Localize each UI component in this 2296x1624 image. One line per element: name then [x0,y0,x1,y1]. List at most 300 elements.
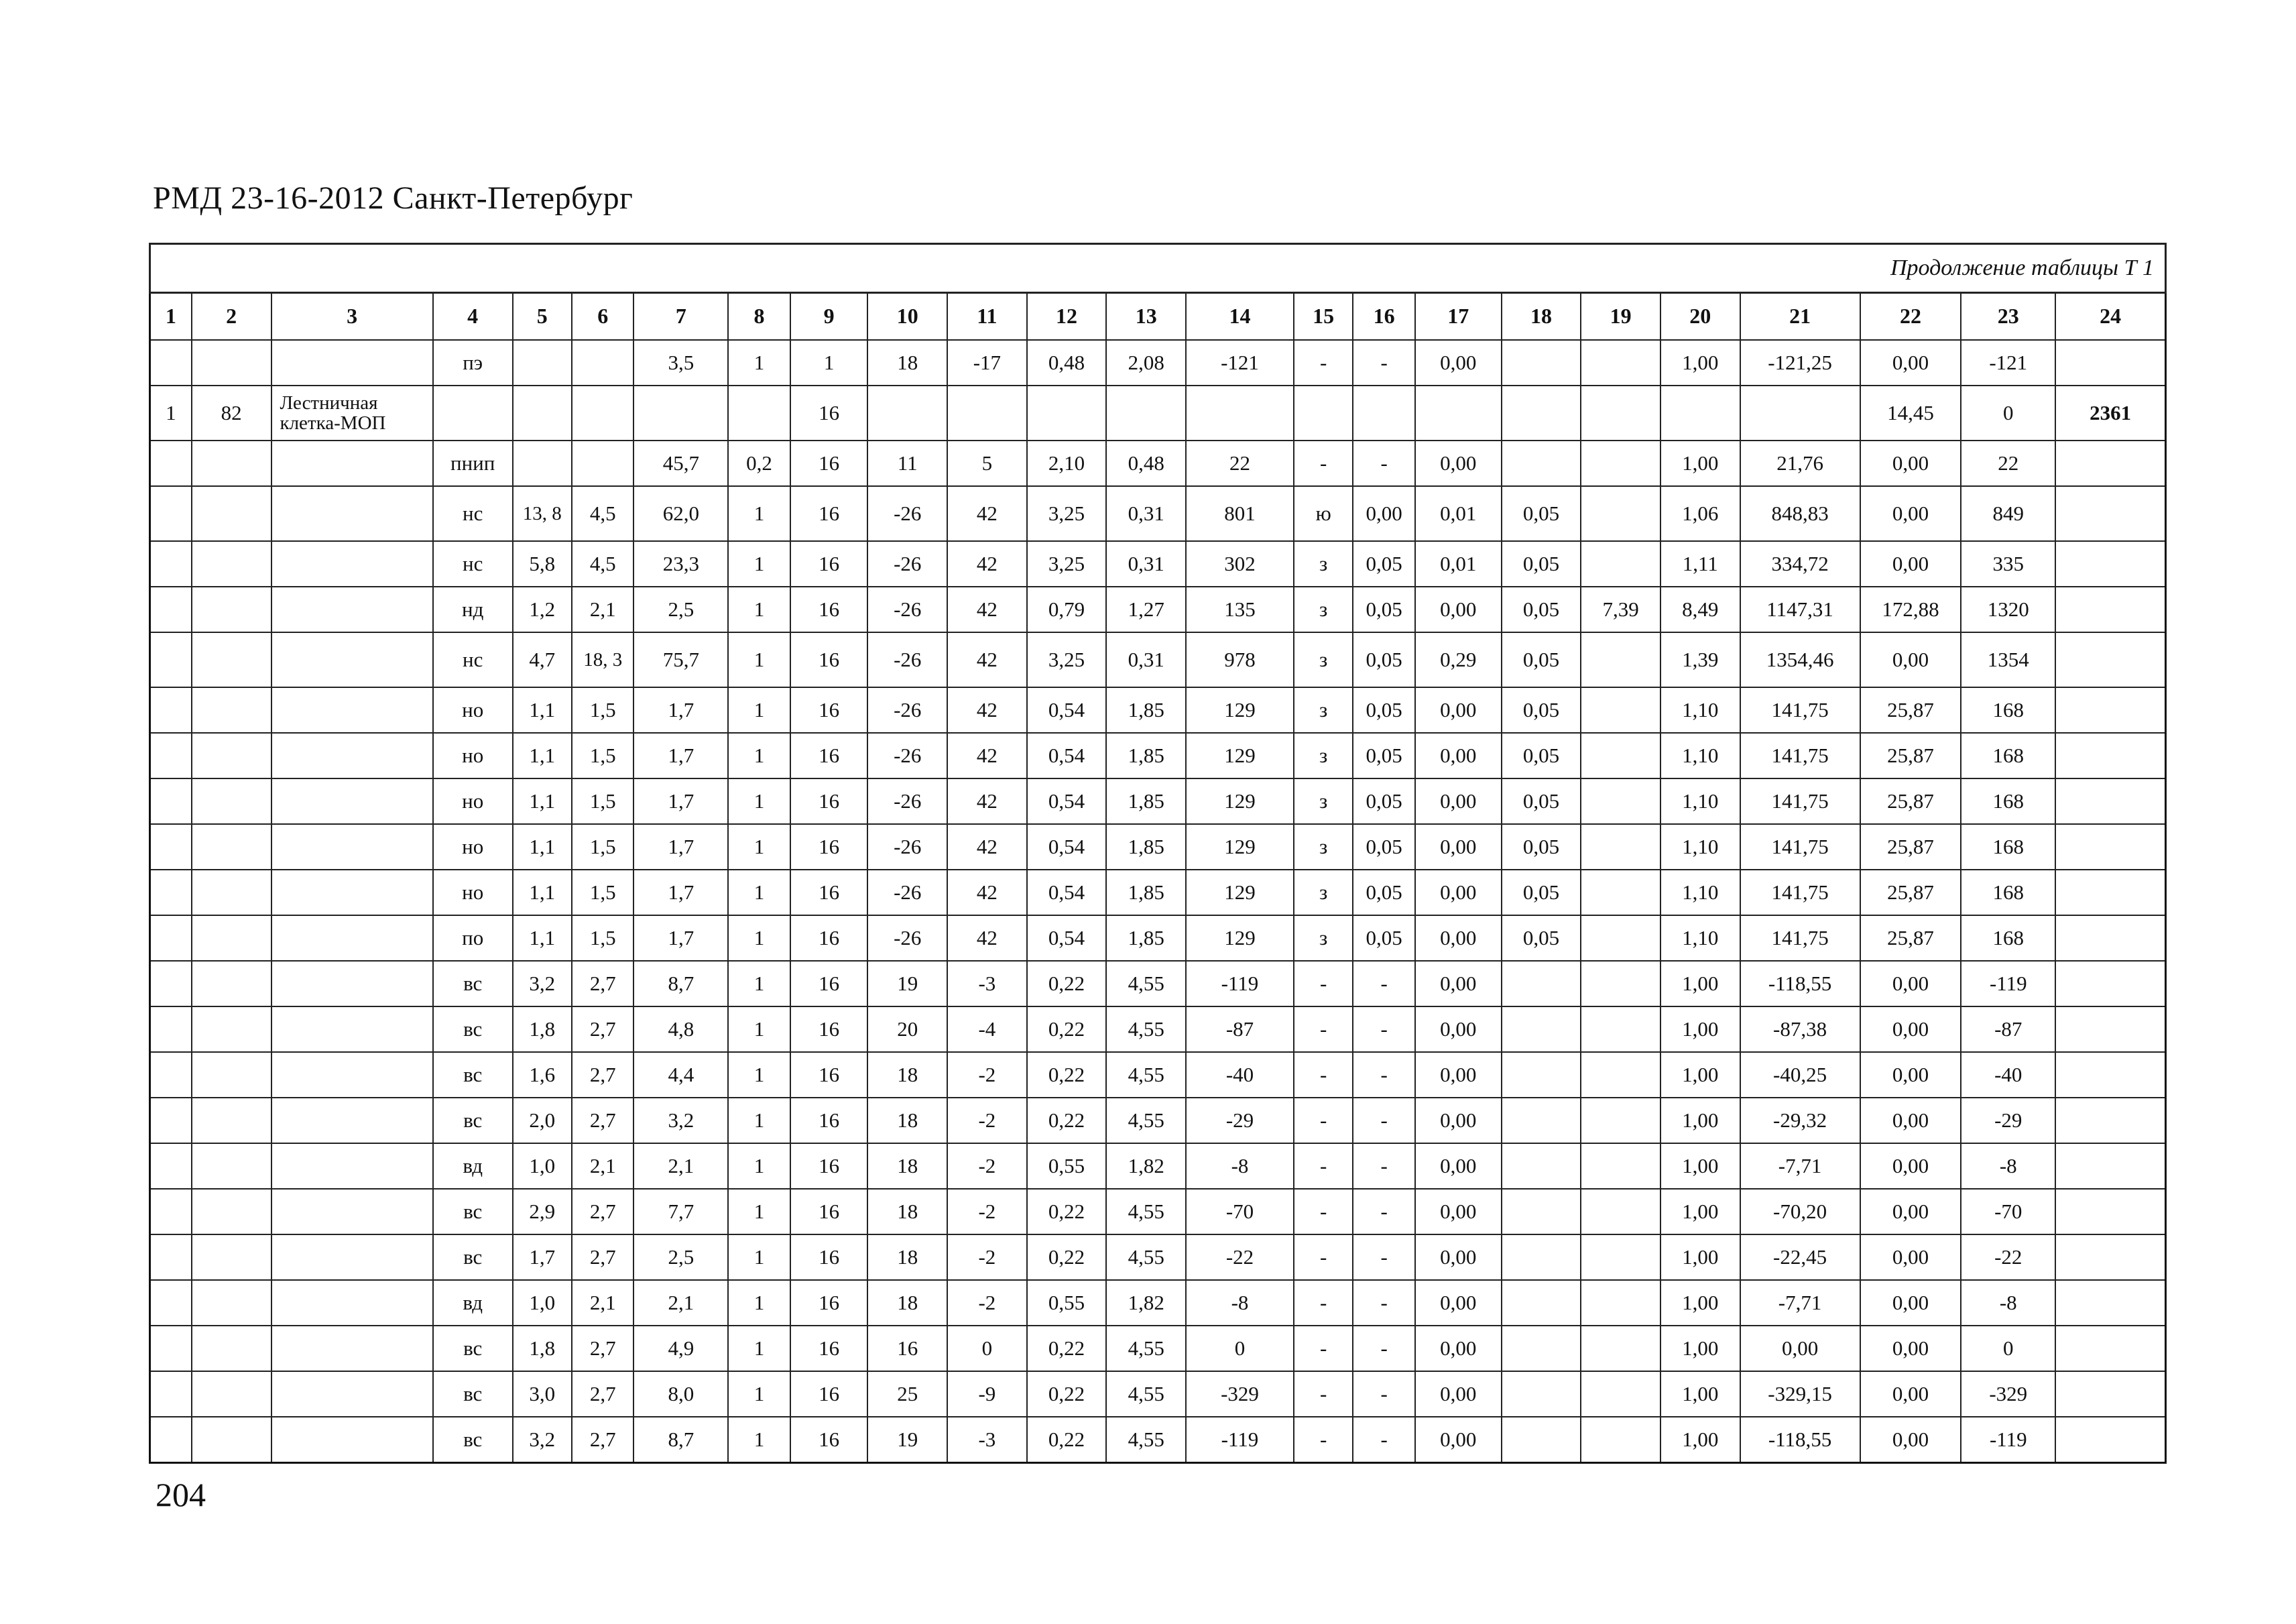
table-cell: 16 [790,1006,868,1052]
table-cell [271,961,433,1006]
table-cell: 18 [867,1052,947,1098]
table-cell: 0,22 [1027,1371,1107,1417]
table-cell [2055,1280,2165,1326]
table-cell: 16 [790,824,868,870]
table-cell: 42 [947,632,1027,687]
table-cell: 1,7 [633,687,728,733]
table-cell: 0,05 [1353,733,1415,778]
table-cell: 168 [1961,824,2055,870]
table-cell: 62,0 [633,486,728,541]
table-cell: 0,05 [1353,915,1415,961]
table-cell [1027,386,1107,441]
table-cell: нс [433,541,513,587]
table-cell [1740,386,1860,441]
table-cell: -87 [1961,1006,2055,1052]
table-cell: 978 [1186,632,1294,687]
table-cell: 0,54 [1027,687,1107,733]
table-cell: 0,05 [1502,687,1581,733]
table-cell: -2 [947,1052,1027,1098]
table-cell: - [1353,1006,1415,1052]
table-cell: 2,7 [572,1417,634,1463]
table-cell: 1,00 [1660,1280,1740,1326]
table-cell: 1 [728,1371,790,1417]
table-cell: -22,45 [1740,1234,1860,1280]
table-cell: 25,87 [1860,915,1961,961]
table-cell: - [1353,1326,1415,1371]
table-cell [1353,386,1415,441]
table-cell: 0,05 [1502,587,1581,632]
table-cell: -40 [1186,1052,1294,1098]
table-cell: 18, 3 [572,632,634,687]
table-cell: 0 [1961,1326,2055,1371]
table-cell: 2,1 [572,587,634,632]
table-cell: 0,05 [1502,824,1581,870]
table-cell [150,1052,192,1098]
table-cell: но [433,870,513,915]
table-cell [150,733,192,778]
table-cell: 16 [790,1280,868,1326]
table-cell: 0,00 [1860,632,1961,687]
table-cell: -329 [1186,1371,1294,1417]
table-cell: нс [433,486,513,541]
table-cell: -26 [867,541,947,587]
table-cell: 2,7 [572,961,634,1006]
table-cell [271,1234,433,1280]
table-cell [150,1371,192,1417]
table-cell: 0,00 [1415,824,1502,870]
table-cell: 0,00 [1860,1006,1961,1052]
table-cell: 0,00 [1415,915,1502,961]
table-cell [150,1326,192,1371]
table-cell: - [1294,1098,1353,1143]
table-cell: 0,22 [1027,1189,1107,1234]
table-cell: 129 [1186,687,1294,733]
table-cell: но [433,733,513,778]
table-cell: -3 [947,961,1027,1006]
table-cell [2055,1006,2165,1052]
table-cell: 21,76 [1740,441,1860,486]
table-cell [1581,778,1660,824]
table-cell: - [1294,1326,1353,1371]
table-cell: - [1353,1098,1415,1143]
table-cell: 0,22 [1027,1006,1107,1052]
table-cell: - [1294,1417,1353,1463]
table-cell [1581,386,1660,441]
table-cell: 16 [790,1417,868,1463]
table-cell [2055,1417,2165,1463]
table-cell: 0,00 [1415,1006,1502,1052]
table-cell: -4 [947,1006,1027,1052]
table-cell: 1,85 [1106,870,1186,915]
table-cell: 1320 [1961,587,2055,632]
table-cell: - [1294,1052,1353,1098]
table-cell: 2,5 [633,1234,728,1280]
table-cell: - [1353,1234,1415,1280]
table-cell: -119 [1961,1417,2055,1463]
table-cell: 16 [790,1098,868,1143]
table-cell: -40,25 [1740,1052,1860,1098]
table-cell: 3,25 [1027,541,1107,587]
table-cell: 1 [728,1234,790,1280]
table-cell [1294,386,1353,441]
table-row [150,824,2166,870]
table-cell: з [1294,587,1353,632]
table-cell: 1 [728,870,790,915]
table-cell: 1354 [1961,632,2055,687]
table-cell: 2,7 [572,1326,634,1371]
table-cell: 1,1 [513,687,572,733]
table-cell [1502,1371,1581,1417]
table-cell: 2,1 [572,1280,634,1326]
table-cell [192,870,271,915]
table-cell: 2,7 [572,1052,634,1098]
table-cell: 0,00 [1415,1371,1502,1417]
column-header: 2 [192,293,271,341]
table-cell: 8,7 [633,1417,728,1463]
table-cell: вс [433,1326,513,1371]
table-row [150,340,2166,386]
table-cell: - [1294,1371,1353,1417]
table-cell: 1,00 [1660,441,1740,486]
table-cell: -119 [1961,961,2055,1006]
table-cell [192,733,271,778]
table-cell: 7,39 [1581,587,1660,632]
table-cell [192,1052,271,1098]
table-cell: - [1353,1417,1415,1463]
table-cell: 22 [1186,441,1294,486]
table-cell: 0,55 [1027,1280,1107,1326]
table-cell: 1,1 [513,733,572,778]
table-cell: 1 [150,386,192,441]
table-cell [192,541,271,587]
table-cell: 0,00 [1415,1234,1502,1280]
table-cell: 1 [728,1280,790,1326]
table-cell: 0,00 [1415,778,1502,824]
table-cell: 0,00 [1353,486,1415,541]
table-cell: 1 [728,632,790,687]
table-cell: 1,5 [572,687,634,733]
table-cell [2055,1326,2165,1371]
table-cell: 16 [790,870,868,915]
table-cell [150,486,192,541]
table-cell [1581,1143,1660,1189]
table-cell: 18 [867,340,947,386]
table-cell: 8,49 [1660,587,1740,632]
table-cell: по [433,915,513,961]
table-cell: - [1353,1143,1415,1189]
table-cell: 11 [867,441,947,486]
table-cell: 0,00 [1860,1326,1961,1371]
table-cell: 4,55 [1106,1417,1186,1463]
table-cell: вс [433,1189,513,1234]
table-cell: - [1353,1052,1415,1098]
table-cell [192,824,271,870]
table-cell: 2,7 [572,1098,634,1143]
table-row [150,386,2166,441]
table-cell [513,386,572,441]
table-cell: 8,7 [633,961,728,1006]
table-cell [150,870,192,915]
table-cell: 3,5 [633,340,728,386]
table-cell: 23,3 [633,541,728,587]
table-cell: 0,00 [1860,1189,1961,1234]
table-cell: 42 [947,915,1027,961]
table-row [150,1052,2166,1098]
table-cell: 0,31 [1106,486,1186,541]
table-cell: 16 [790,687,868,733]
table-cell [2055,1143,2165,1189]
column-header: 6 [572,293,634,341]
table-cell [1581,1098,1660,1143]
table-cell [271,1326,433,1371]
table-cell: 5 [947,441,1027,486]
table-cell: 0,54 [1027,824,1107,870]
table-cell: 4,55 [1106,1371,1186,1417]
table-cell [150,1006,192,1052]
table-cell: 2,7 [572,1189,634,1234]
table-cell [1581,541,1660,587]
table-cell: 0,01 [1415,486,1502,541]
table-cell: 0,00 [1415,1098,1502,1143]
table-cell: -26 [867,733,947,778]
table-cell: 4,5 [572,486,634,541]
table-cell: 0,00 [1415,1052,1502,1098]
table-cell: - [1353,1371,1415,1417]
table-cell: 801 [1186,486,1294,541]
table-cell: -26 [867,632,947,687]
table-cell: 1,1 [513,778,572,824]
table-cell: 0,00 [1860,1280,1961,1326]
table-cell: нс [433,632,513,687]
table-cell: 168 [1961,915,2055,961]
table-cell: - [1353,961,1415,1006]
column-header: 4 [433,293,513,341]
table-cell [271,1052,433,1098]
table-cell: -29 [1961,1098,2055,1143]
table-cell: 1 [728,486,790,541]
table-cell: 1 [790,340,868,386]
table-cell: 1 [728,915,790,961]
table-cell: 129 [1186,824,1294,870]
table-cell: 42 [947,733,1027,778]
table-cell [150,632,192,687]
table-cell: 1,00 [1660,1143,1740,1189]
table-cell: 5,8 [513,541,572,587]
table-cell: -87 [1186,1006,1294,1052]
table-cell [271,1098,433,1143]
table-cell: - [1353,1280,1415,1326]
table-cell [192,486,271,541]
table-cell [1186,386,1294,441]
table-row [150,1098,2166,1143]
table-cell: 82 [192,386,271,441]
table-cell [1502,1006,1581,1052]
table-cell: 1 [728,340,790,386]
column-header: 8 [728,293,790,341]
table-cell [150,541,192,587]
table-cell: 1 [728,778,790,824]
table-cell: -121,25 [1740,340,1860,386]
table-cell: 0,05 [1502,870,1581,915]
table-cell: 1 [728,961,790,1006]
table-cell: 1,82 [1106,1143,1186,1189]
table-cell [1581,1371,1660,1417]
table-cell [1581,1280,1660,1326]
table-cell: 168 [1961,870,2055,915]
table-cell: 1 [728,733,790,778]
table-cell: з [1294,870,1353,915]
table-cell: вс [433,1234,513,1280]
table-cell: 75,7 [633,632,728,687]
table-cell: 16 [790,386,868,441]
table-cell [1415,386,1502,441]
table-cell: 0,05 [1353,824,1415,870]
table-cell: 129 [1186,915,1294,961]
table-cell: -7,71 [1740,1143,1860,1189]
table-cell: 42 [947,778,1027,824]
table-cell: 1 [728,1143,790,1189]
table-cell: 2,7 [572,1234,634,1280]
table-cell: 1,5 [572,824,634,870]
table-cell: 25,87 [1860,687,1961,733]
column-header: 22 [1860,293,1961,341]
table-cell [192,1143,271,1189]
table-cell: 16 [790,778,868,824]
table-cell: 0,00 [1415,1280,1502,1326]
table-cell: -2 [947,1098,1027,1143]
table-cell: 1,1 [513,915,572,961]
table-cell: 1,6 [513,1052,572,1098]
table-cell [150,1098,192,1143]
table-cell [513,441,572,486]
table-cell: 4,55 [1106,1189,1186,1234]
table-cell [271,1189,433,1234]
table-cell: -8 [1961,1143,2055,1189]
table-cell [1502,1280,1581,1326]
table-cell: 25,87 [1860,778,1961,824]
table-cell [150,1417,192,1463]
table-cell: -26 [867,824,947,870]
table-cell: 4,55 [1106,1006,1186,1052]
table-cell: 42 [947,541,1027,587]
table-cell: з [1294,687,1353,733]
table-cell: вс [433,1371,513,1417]
table-cell: 0,2 [728,441,790,486]
table-cell: - [1294,1280,1353,1326]
table-row [150,778,2166,824]
table-cell: 1,0 [513,1143,572,1189]
table-cell: 14,45 [1860,386,1961,441]
table-cell: 0,00 [1415,961,1502,1006]
table-cell [2055,486,2165,541]
table-cell: 19 [867,961,947,1006]
table-cell: з [1294,632,1353,687]
table-cell: 0,00 [1415,1326,1502,1371]
table-cell: 2,0 [513,1098,572,1143]
table-cell: 25 [867,1371,947,1417]
table-cell: -29 [1186,1098,1294,1143]
table-cell [1581,1326,1660,1371]
table-cell: -121 [1186,340,1294,386]
table-cell: 2,7 [572,1006,634,1052]
table-cell [271,441,433,486]
table-cell [271,870,433,915]
table-cell: - [1353,1189,1415,1234]
table-cell: 4,9 [633,1326,728,1371]
table-cell: 1354,46 [1740,632,1860,687]
table-cell: 1 [728,541,790,587]
table-cell [1502,1234,1581,1280]
table-cell: -22 [1961,1234,2055,1280]
table-cell [192,687,271,733]
table-cell: вд [433,1280,513,1326]
table-cell: 0,48 [1027,340,1107,386]
table-cell: 1,00 [1660,1052,1740,1098]
table-cell: -26 [867,778,947,824]
table-cell: 1,8 [513,1006,572,1052]
table-cell: 4,4 [633,1052,728,1098]
table-cell [1581,1006,1660,1052]
table-cell: 16 [790,733,868,778]
table-row [150,1280,2166,1326]
table-cell: 0,00 [1415,1143,1502,1189]
table-cell: з [1294,778,1353,824]
column-header: 11 [947,293,1027,341]
table-cell: -119 [1186,961,1294,1006]
table-cell: Лестничная клетка-МОП [271,386,433,441]
table-cell [2055,824,2165,870]
table-cell: 0,22 [1027,1326,1107,1371]
column-header: 5 [513,293,572,341]
table-cell: 1 [728,1189,790,1234]
table-cell: - [1294,1006,1353,1052]
table-row [150,1371,2166,1417]
table-cell: 1 [728,587,790,632]
table-cell: 0,00 [1415,340,1502,386]
table-cell: но [433,687,513,733]
column-header: 19 [1581,293,1660,341]
table-row [150,441,2166,486]
table-cell: 1,5 [572,778,634,824]
table-cell [192,632,271,687]
table-cell [192,1417,271,1463]
column-header: 18 [1502,293,1581,341]
table-cell: нд [433,587,513,632]
table-row [150,1417,2166,1463]
table-cell: 1,85 [1106,778,1186,824]
table-cell: 4,55 [1106,1098,1186,1143]
table-cell [1502,1326,1581,1371]
table-cell [192,441,271,486]
table-cell: но [433,778,513,824]
table-cell: 25,87 [1860,870,1961,915]
table-cell [271,1006,433,1052]
table-cell: 141,75 [1740,870,1860,915]
table-cell: 0,31 [1106,632,1186,687]
table-cell: 1,10 [1660,733,1740,778]
table-cell: 141,75 [1740,687,1860,733]
table-cell [150,1280,192,1326]
table-cell: -7,71 [1740,1280,1860,1326]
table-cell: 7,7 [633,1189,728,1234]
table-cell: 0,05 [1353,587,1415,632]
table-cell [1581,915,1660,961]
table-cell: 1,85 [1106,915,1186,961]
table-cell [1581,1189,1660,1234]
table-cell: 2,1 [572,1143,634,1189]
table-cell: 1,1 [513,870,572,915]
table-cell: 0,79 [1027,587,1107,632]
